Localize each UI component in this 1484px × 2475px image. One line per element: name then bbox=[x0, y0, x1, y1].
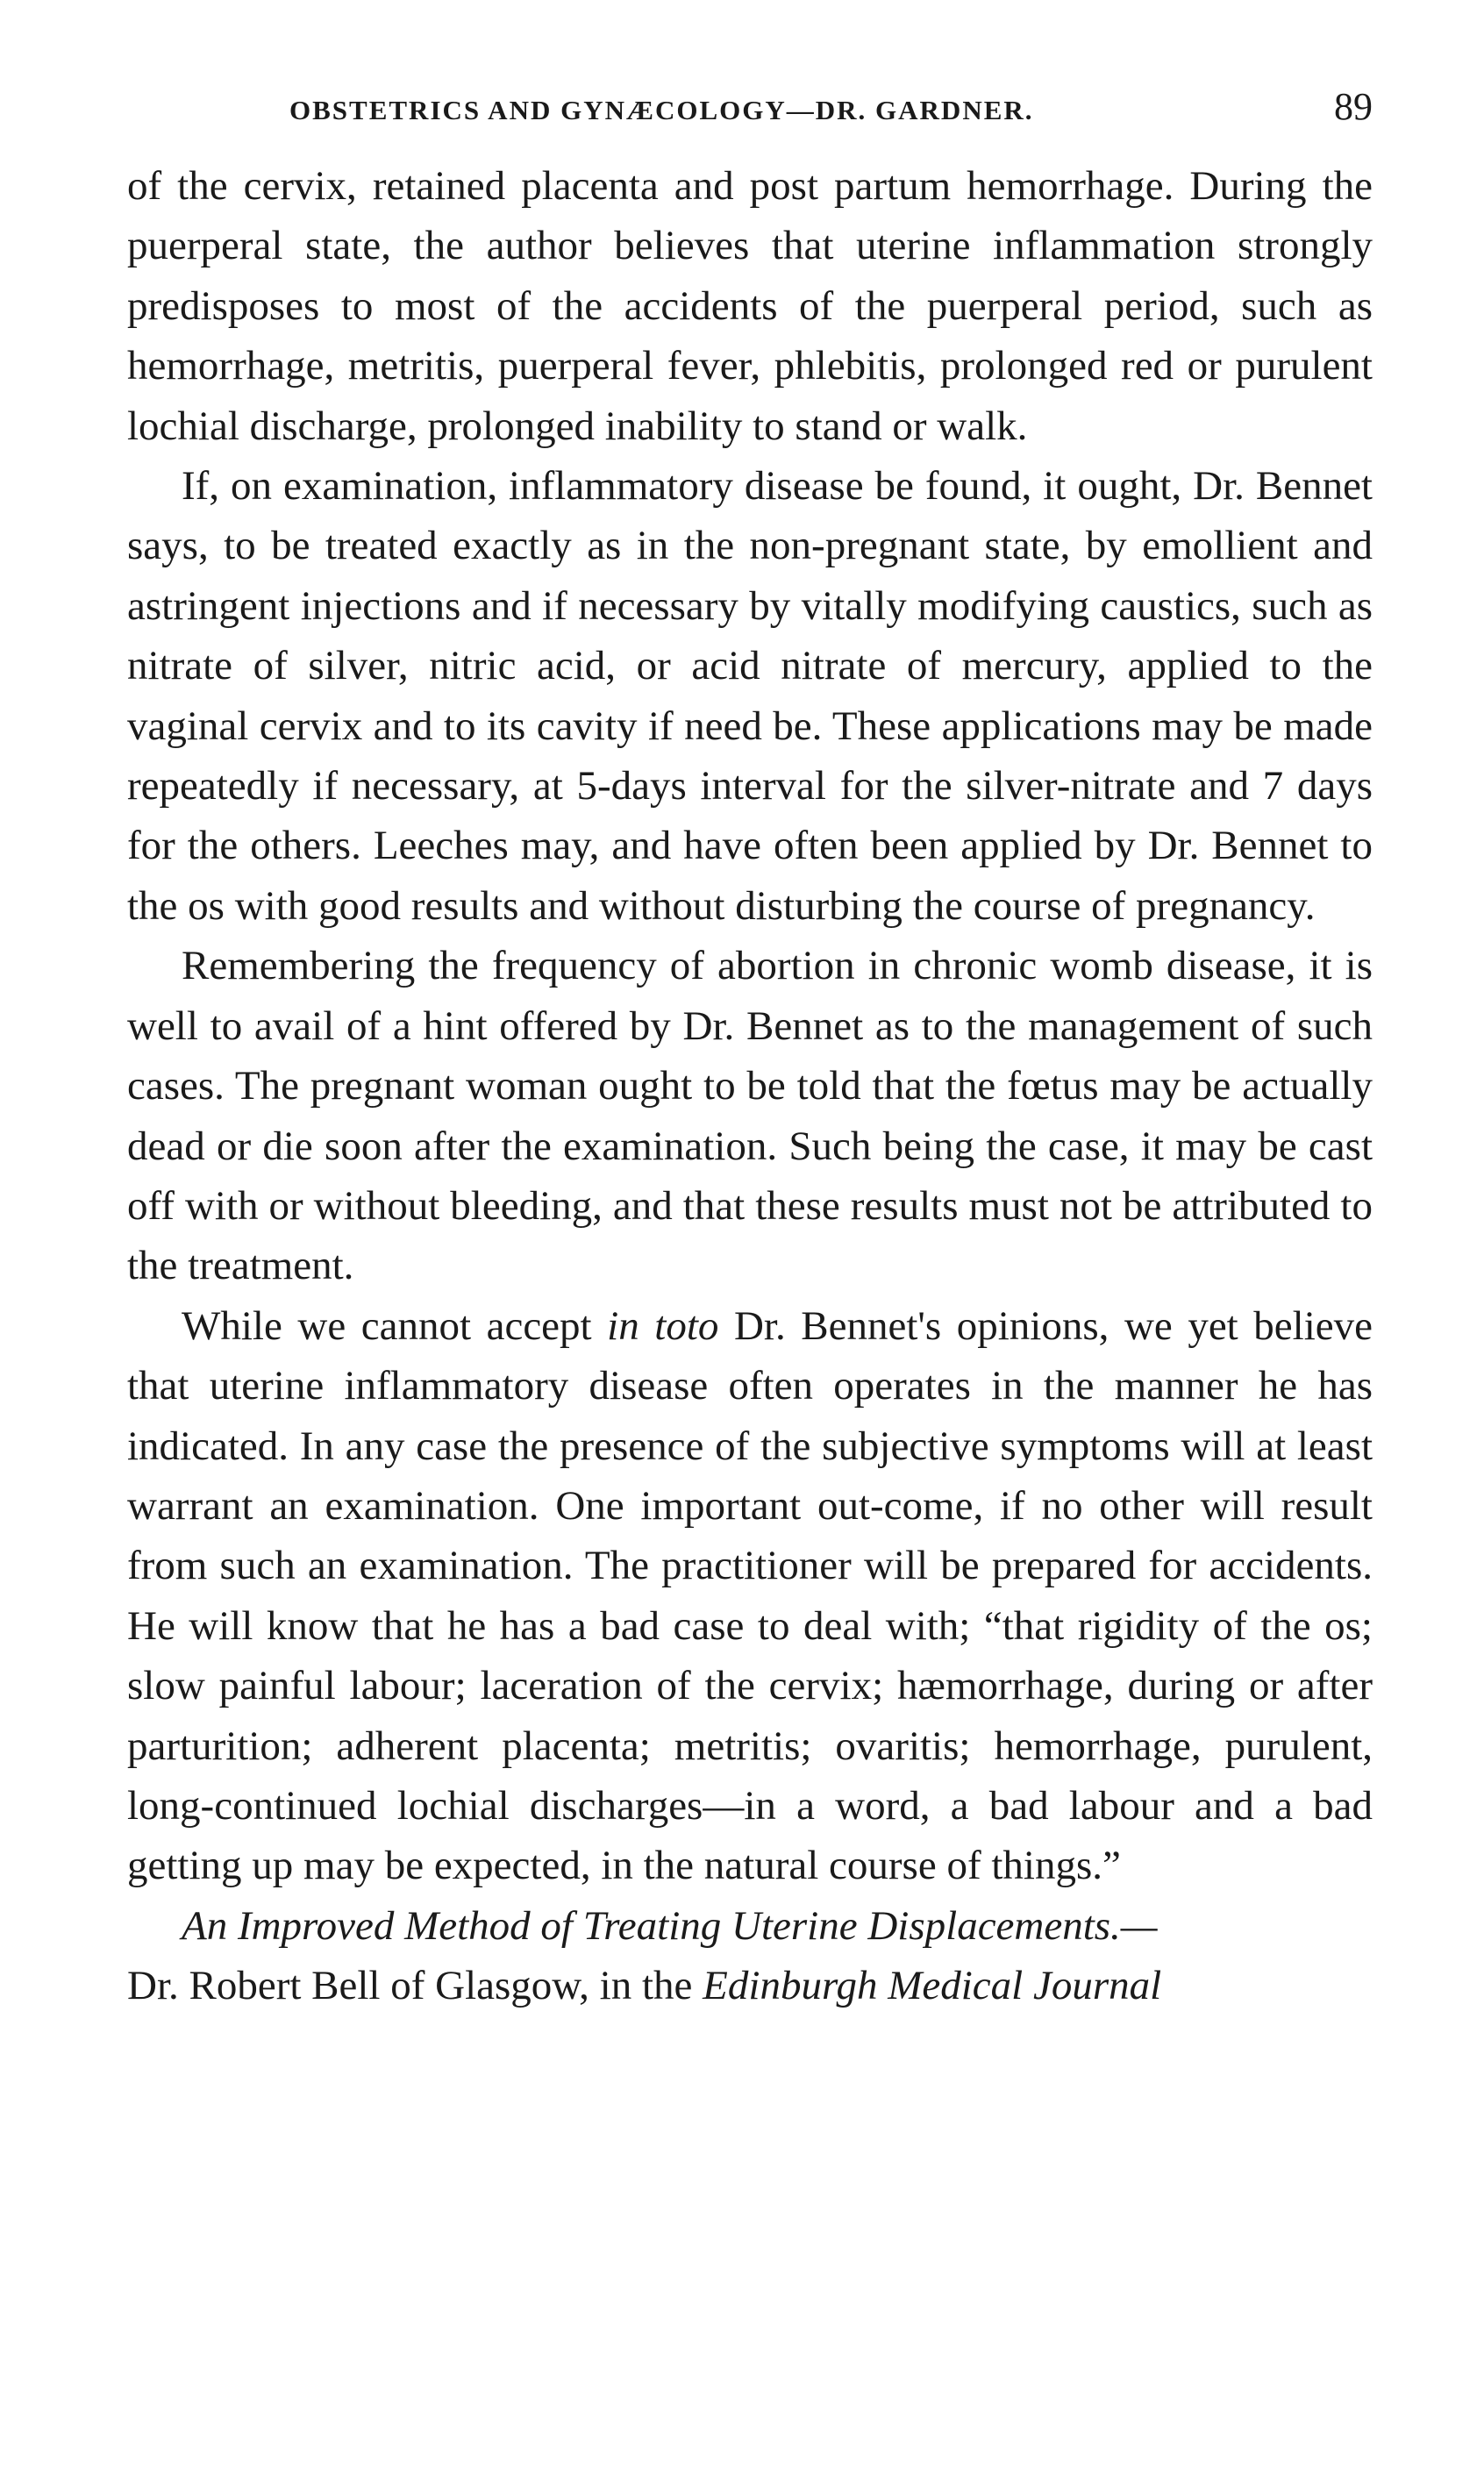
paragraph-opinion-rest: Dr. Bennet's opinions, we yet believe that uterine inflammatory disease often operates in the manner he has indicated. In any case the presence of the subjective symptoms will at least warrant an examination. One important out-come, if no other will result from such an examination. The practitioner will be prepared for accidents. He will know that he has a bad case to deal with; “that rigidity of the os; slow painful labour; laceration of the cervix; hæmorrhage, during or after parturition; adherent placenta; metritis; ovaritis; hemorrhage, purulent, long-continued lochial discharges—in a word, a bad labour and a bad getting up may be expected, in the natural course of things.” bbox=[127, 1302, 1373, 1889]
book-page bbox=[127, 79, 1373, 2016]
section-intro-text: Dr. Robert Bell of Glasgow, in the bbox=[127, 1963, 703, 2009]
journal-title: Edinburgh Medical Journal bbox=[703, 1963, 1162, 2009]
running-head bbox=[127, 79, 1373, 140]
paragraph-treatment: If, on examination, inflammatory disease be found, it ought, Dr. Bennet says, to be treated exactly as in the non-pregnant state, by emollient and astringent injections and if necessary by vitally modifying caustics, such as nitrate of silver, nitric acid, or acid nitrate of mercury, applied to the vaginal cervix and to its cavity if need be. These applications may be made repeatedly if necessary, at 5-days interval for the silver-nitrate and 7 days for the others. Leeches may, and have often been applied by Dr. Bennet to the os with good results and without disturbing the course of pregnancy. bbox=[127, 463, 1373, 929]
section-heading: An Improved Method of Treating Uterine Displacements.— bbox=[182, 1902, 1158, 1949]
section-intro bbox=[127, 1956, 1373, 2015]
paragraph-opinion bbox=[127, 1296, 1373, 1896]
paragraph-abortion: Remembering the frequency of abortion in chronic womb disease, it is well to avail of a hint offered by Dr. Bennet as to the management of such cases. The pregnant woman ought to be told that the fœtus may be actually dead or die soon after the examination. Such being the case, it may be cast off with or without bleeding, and that these results must not be attributed to the treatment. bbox=[127, 943, 1373, 1289]
page-number: 89 bbox=[1334, 85, 1373, 128]
body-text bbox=[127, 156, 1373, 2016]
paragraph-continuation: of the cervix, retained placenta and post partum hemorrhage. During the puerperal state, the author believes that uterine inflammation strongly predisposes to most of the accidents of the puerperal period, such as hemorrhage, metritis, puerperal fever, phlebitis, prolonged red or purulent lochial discharge, prolonged inability to stand or walk. bbox=[127, 163, 1373, 449]
paragraph-opinion-start: While we cannot accept bbox=[182, 1302, 608, 1349]
running-title: OBSTETRICS AND GYNÆCOLOGY—DR. GARDNER. bbox=[289, 95, 1034, 125]
italic-phrase: in toto bbox=[607, 1302, 719, 1349]
